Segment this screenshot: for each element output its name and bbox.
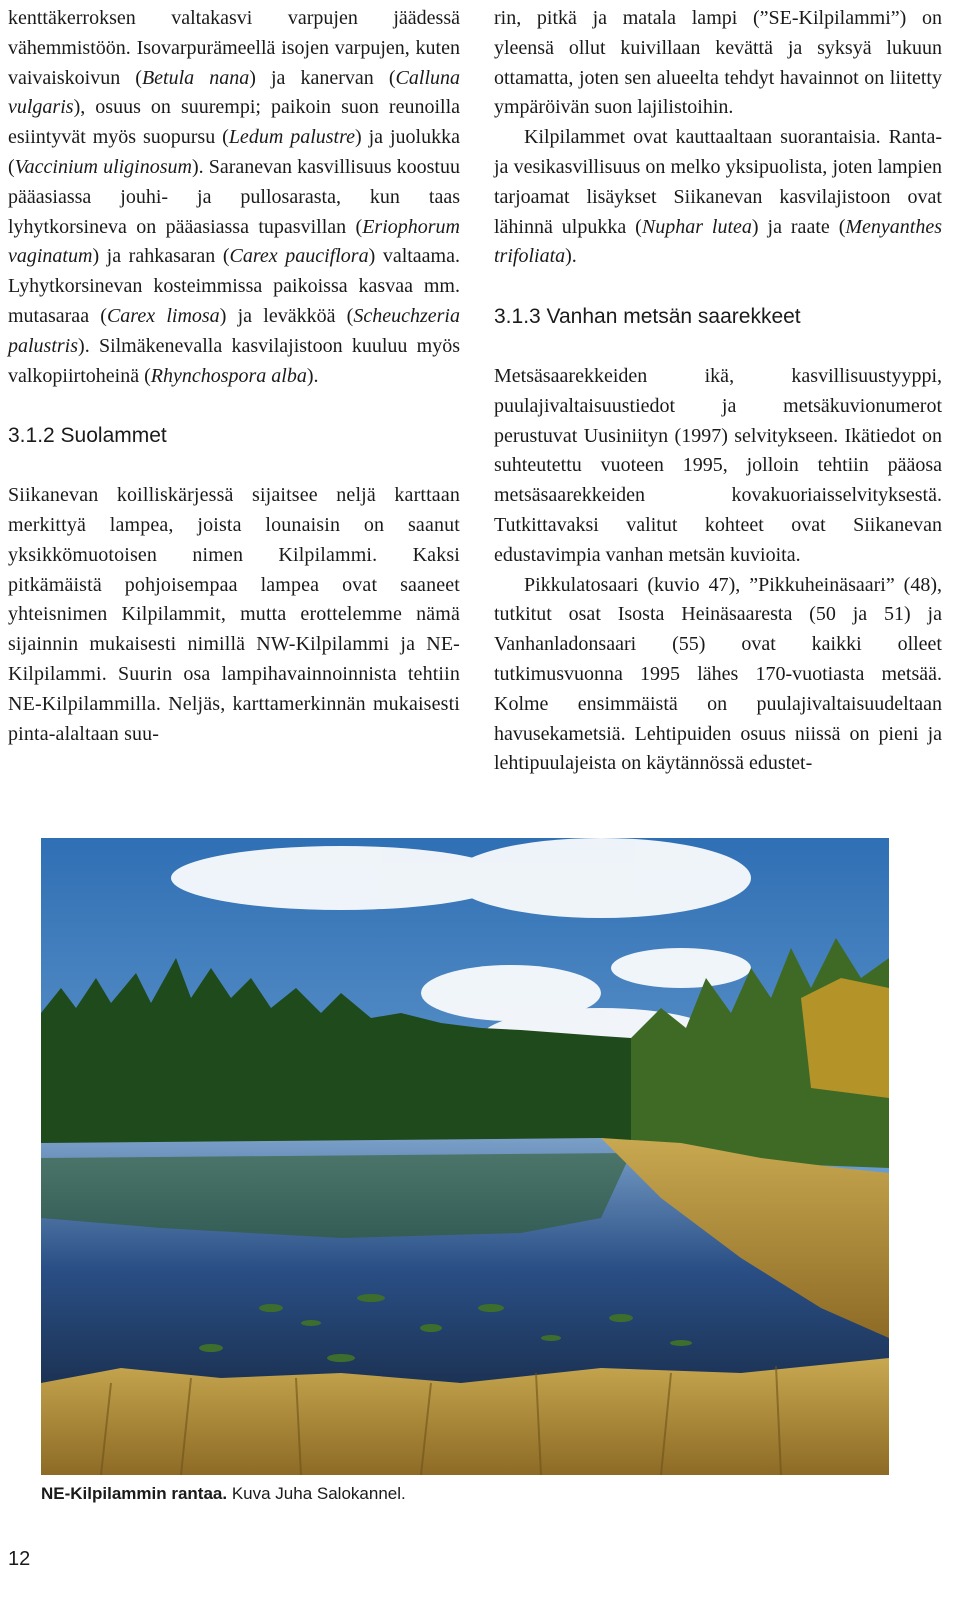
right-column <box>494 4 942 779</box>
paragraph-forest-islands: Metsäsaarekkeiden ikä, kasvillisuustyyppi, puulajivaltaisuustiedot ja metsäkuvionumerot perustuvat Uusiniityn (1997) selvitykseen. Ikätiedot on suhteutettu vuoteen 1995, jolloin tehtiin pääosa metsäsaarekkeiden kovakuoriaisselvityksestä. Tutkittavaksi valitut kohteet ovat Siikanevan edustavimpia vanhan metsän kuvioita. <box>494 364 942 566</box>
paragraph-suolammet: Siikanevan koilliskärjessä sijaitsee neljä karttaan merkittyä lampea, joista lounaisin on saanut yksikkömuotoisen nimen Kilpilammi. Kaksi pitkämäistä pohjoisempaa lampea ovat saaneet yhteisnimen Kilpilammit, mutta erottelemme nämä sijainnin mukaisesti nimillä NW-Kilpilammi ja NE-Kilpilammi. Suurin osa lampihavainnoinnista tehtiin NE-Kilpilammilla. Neljäs, karttamerkinnän mukaisesti pinta-alaltaan suu- <box>8 484 460 745</box>
paragraph-forest-age: Pikkulatosaari (kuvio 47), ”Pikkuheinäsaari” (48), tutkitut osat Isosta Heinäsaaresta (50 ja 51) ja Vanhanladonsaari (55) ovat kaikki olleet tutkimusvuonna 1995 lähes 170-vuotiasta metsää. Kolme ensimmäistä on puulajivaltaisuudeltaan havusekametsiä. Lehtipuiden osuus niissä on pieni ja lehtipuulajeista on käytännössä edustet- <box>494 573 942 775</box>
figure-caption: NE-Kilpilammin rantaa. Kuva Juha Salokannel. <box>41 1484 406 1503</box>
lake-landscape-illustration <box>41 838 889 1475</box>
lake-photo <box>41 838 889 1475</box>
paragraph-se-kilpilammi: rin, pitkä ja matala lampi (”SE-Kilpilammi”) on yleensä ollut kuivillaan kevättä ja syksyä lukuun ottamatta, joten sen alueelta tehdyt havainnot on liitetty ympäröivän suon lajilistoihin. <box>494 7 942 119</box>
paragraph-peatland-vegetation: kenttäkerroksen valtakasvi varpujen jäädessä vähemmistöön. Isovarpurämeellä isojen varpujen, kuten vaivaiskoivun (Betula nana) ja kanervan (Calluna vulgaris), osuus on suurempi; paikoin suon reunoilla esiintyvät myös suopursu (Ledum palustre) ja juolukka (Vaccinium uliginosum). Saranevan kasvillisuus koostuu pääasiassa jouhi- ja pullosarasta, kun taas lyhytkorsineva on pääasiassa tupasvillan (Eriophorum vaginatum) ja rahkasaran (Carex pauciflora) valtaama. Lyhytkorsinevan kosteimmissa paikoissa kasvaa mm. mutasaraa (Carex limosa) ja leväkköä (Scheuchzeria palustris). Silmäkenevalla kasvilajistoon kuuluu myös valkopiirtoheinä (Rhynchospora alba). <box>8 7 460 387</box>
paragraph-shoreline: Kilpilammet ovat kauttaaltaan suorantaisia. Ranta- ja vesikasvillisuus on melko yksipuolista, joten lampien tarjoamat lisäykset Siikanevan kasvilajistoon ovat lähinnä ulpukka (Nuphar lutea) ja raate (Menyanthes trifoliata). <box>494 126 942 268</box>
left-column <box>8 4 460 749</box>
reflections <box>41 1153 631 1238</box>
section-heading-old-forest: 3.1.3 Vanhan metsän saarekkeet <box>494 305 801 329</box>
autumn-foliage <box>801 978 889 1098</box>
page-number: 12 <box>8 1548 31 1570</box>
section-heading-suolammet: 3.1.2 Suolammet <box>8 424 167 448</box>
